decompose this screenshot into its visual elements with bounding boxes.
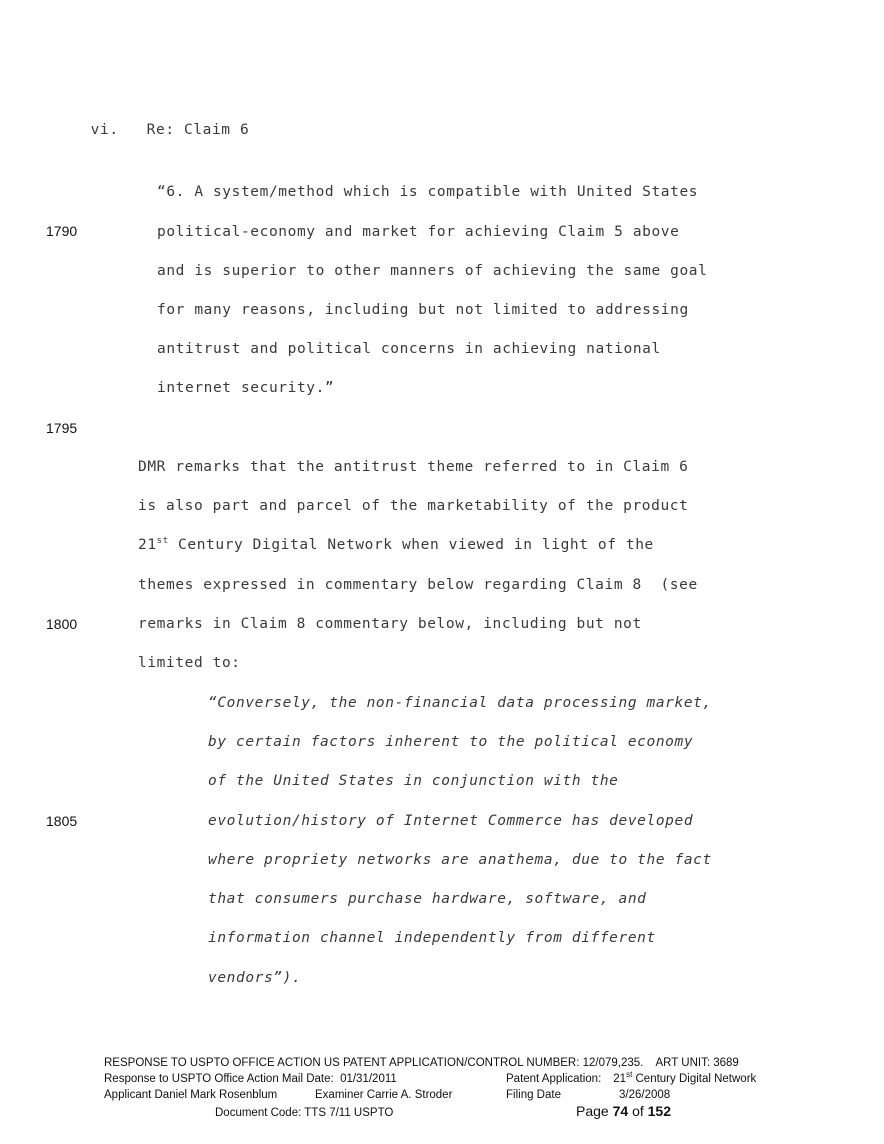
footer-mail-date: Response to USPTO Office Action Mail Date: 01/31/2011 [104, 1073, 397, 1085]
quote-line: of the United States in conjunction with the [208, 773, 619, 789]
footer-line-1: RESPONSE TO USPTO OFFICE ACTION US PATENT APPLICATION/CONTROL NUMBER: 12/079,235. ART UNIT: 3689 [104, 1057, 739, 1069]
quote-line: that consumers purchase hardware, software, and [208, 891, 647, 907]
footer-examiner: Examiner Carrie A. Stroder [315, 1089, 453, 1101]
page-number: Page 74 of 152 [576, 1103, 671, 1119]
line-number: 1800 [46, 616, 78, 632]
claim-line: and is superior to other manners of achieving the same goal [157, 263, 708, 279]
section-heading [72, 106, 249, 138]
quote-line: evolution/history of Internet Commerce has developed [208, 813, 694, 829]
remarks-line: remarks in Claim 8 commentary below, including but not [138, 616, 642, 632]
section-title: Re: Claim 6 [146, 122, 250, 138]
remarks-line: is also part and parcel of the marketability of the product [138, 498, 689, 514]
quote-line: where propriety networks are anathema, due to the fact [208, 852, 712, 868]
line-number: 1805 [46, 813, 78, 829]
section-number: vi. [90, 122, 119, 138]
remarks-line: 21st Century Digital Network when viewed in light of the [138, 536, 654, 553]
claim-line: “6. A system/method which is compatible with United States [157, 184, 699, 200]
quote-line: by certain factors inherent to the political economy [208, 734, 694, 750]
quote-line: “Conversely, the non-financial data processing market, [208, 695, 712, 711]
footer-filing-date-value: 3/26/2008 [619, 1089, 671, 1101]
claim-line: internet security.” [157, 380, 335, 396]
quote-line: vendors”). [208, 970, 302, 986]
remarks-line: themes expressed in commentary below regarding Claim 8 (see [138, 577, 698, 593]
claim-line: antitrust and political concerns in achieving national [157, 341, 661, 357]
line-number: 1795 [46, 420, 78, 436]
quote-line: information channel independently from different [208, 930, 656, 946]
footer-applicant: Applicant Daniel Mark Rosenblum [104, 1089, 278, 1101]
footer-document-code: Document Code: TTS 7/11 USPTO [215, 1107, 394, 1119]
claim-line: for many reasons, including but not limited to addressing [157, 302, 689, 318]
line-number: 1790 [46, 223, 78, 239]
footer-filing-date-label: Filing Date [506, 1089, 561, 1101]
remarks-line: DMR remarks that the antitrust theme referred to in Claim 6 [138, 459, 689, 475]
footer-patent-application: Patent Application: 21st Century Digital Network [506, 1070, 757, 1085]
remarks-line: limited to: [138, 655, 241, 671]
claim-line: political-economy and market for achieving Claim 5 above [157, 224, 680, 240]
